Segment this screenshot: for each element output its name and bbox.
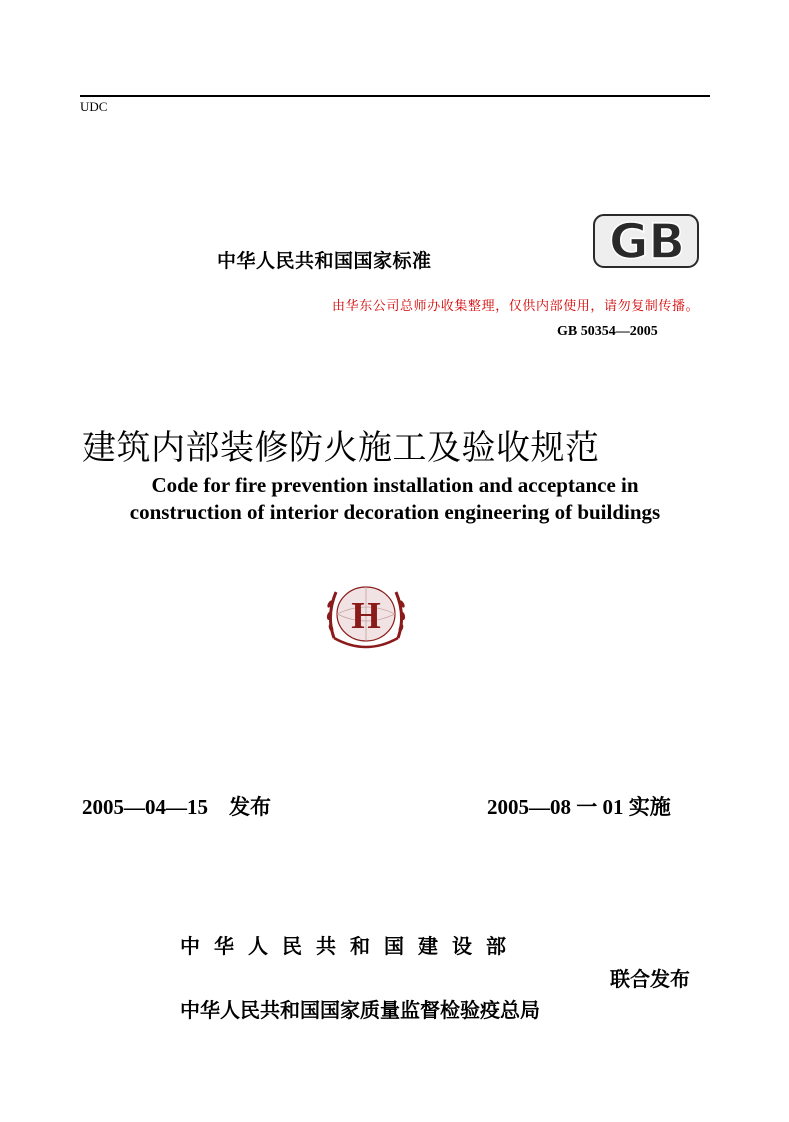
title-english-line2: construction of interior decoration engineering of buildings xyxy=(129,500,661,524)
gb-logo xyxy=(592,211,702,271)
issuer-administration: 中华人民共和国国家质量监督检验疫总局 xyxy=(180,998,540,1022)
title-english-line1: Code for fire prevention installation and acceptance in xyxy=(151,473,639,497)
issue-date: 2005—04—15 发布 xyxy=(82,795,271,819)
gb-logo-text: GB xyxy=(609,214,685,270)
title-chinese: 建筑内部装修防火施工及验收规范 xyxy=(82,428,600,468)
header-rule xyxy=(80,95,710,97)
standard-type-label: 中华人民共和国国家标准 xyxy=(217,250,432,272)
distribution-notice: 由华东公司总师办收集整理，仅供内部使用，请勿复制传播。 xyxy=(332,298,700,313)
issuer-ministry: 中华人民共和国建设部 xyxy=(180,934,520,958)
implementation-date: 2005—08 一 01 实施 xyxy=(487,795,671,819)
standard-number: GB 50354—2005 xyxy=(557,324,658,339)
joint-issue-label: 联合发布 xyxy=(610,967,690,991)
title-english xyxy=(80,472,710,526)
udc-label: UDC xyxy=(80,99,108,114)
emblem-letter: H xyxy=(351,595,381,637)
standard-emblem-icon xyxy=(320,576,412,656)
